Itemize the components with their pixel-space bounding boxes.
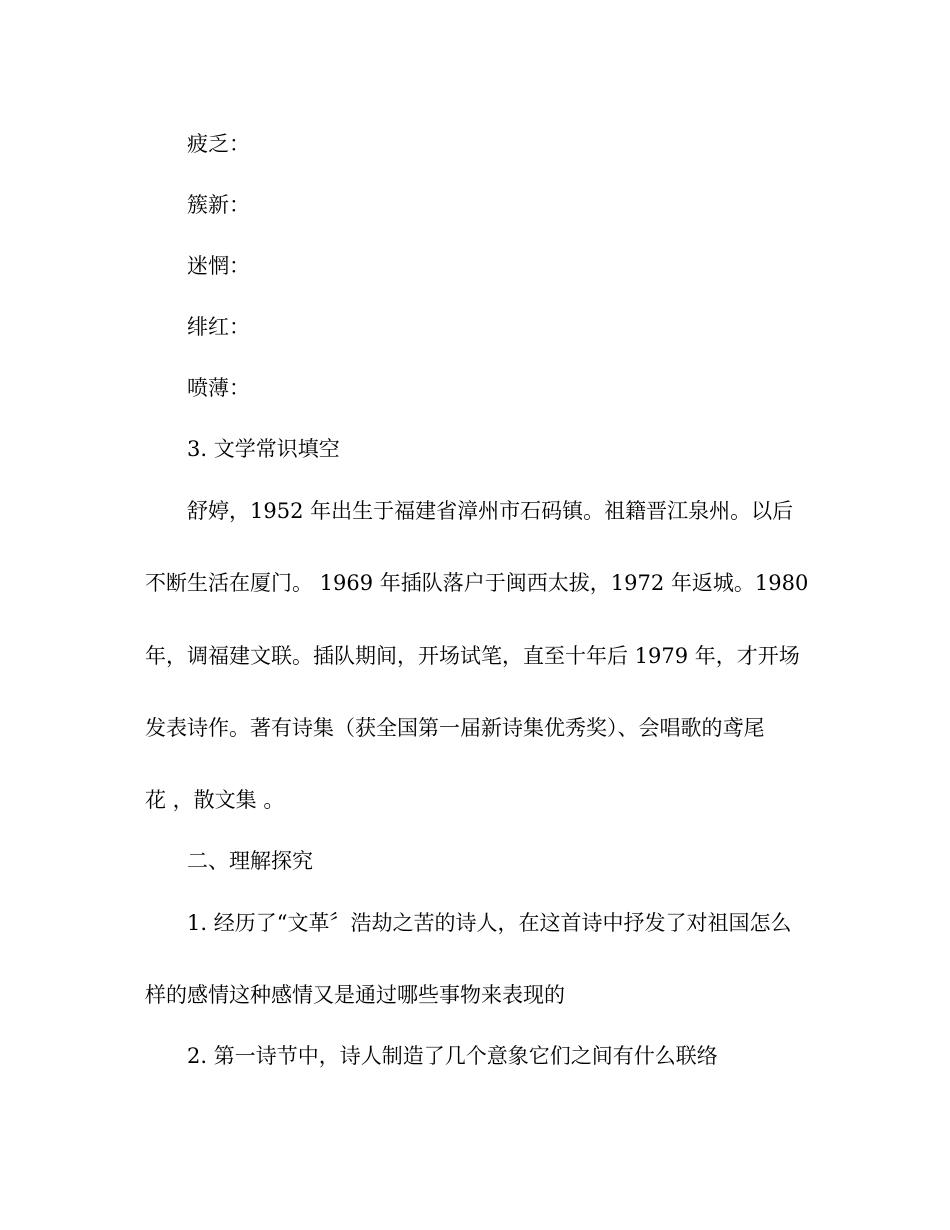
- paragraph-line: 花 ，散文集 。: [145, 788, 285, 812]
- section-two-heading: 二、理解探究: [187, 849, 313, 873]
- paragraph-line: 发表诗作。著有诗集（获全国第一届新诗集优秀奖）、会唱歌的鸢尾: [145, 716, 765, 740]
- paragraph-line: 不断生活在厦门。 1969 年插队落户于闽西太拔，1972 年返城。1980: [145, 571, 809, 595]
- question-2: 2. 第一诗节中，诗人制造了几个意象它们之间有什么联络: [187, 1044, 718, 1068]
- paragraph-line: 年，调福建文联。插队期间，开场试笔，直至十年后 1979 年，才开场: [145, 644, 800, 668]
- vocab-item-perplexed: 迷惘：: [187, 254, 250, 278]
- section-3-heading: 3. 文学常识填空: [187, 437, 340, 461]
- vocab-item-fatigue: 疲乏：: [187, 132, 250, 156]
- vocab-item-crimson: 绯红：: [187, 315, 250, 339]
- vocab-item-brand-new: 簇新：: [187, 193, 250, 217]
- paragraph-line: 舒婷，1952 年出生于福建省漳州市石码镇。祖籍晋江泉州。以后: [187, 499, 794, 523]
- vocab-item-gushing: 喷薄：: [187, 376, 250, 400]
- question-1-line: 1. 经历了“文革〞浩劫之苦的诗人，在这首诗中抒发了对祖国怎么: [187, 911, 792, 935]
- question-1-line: 样的感情这种感情又是通过哪些事物来表现的: [145, 983, 565, 1007]
